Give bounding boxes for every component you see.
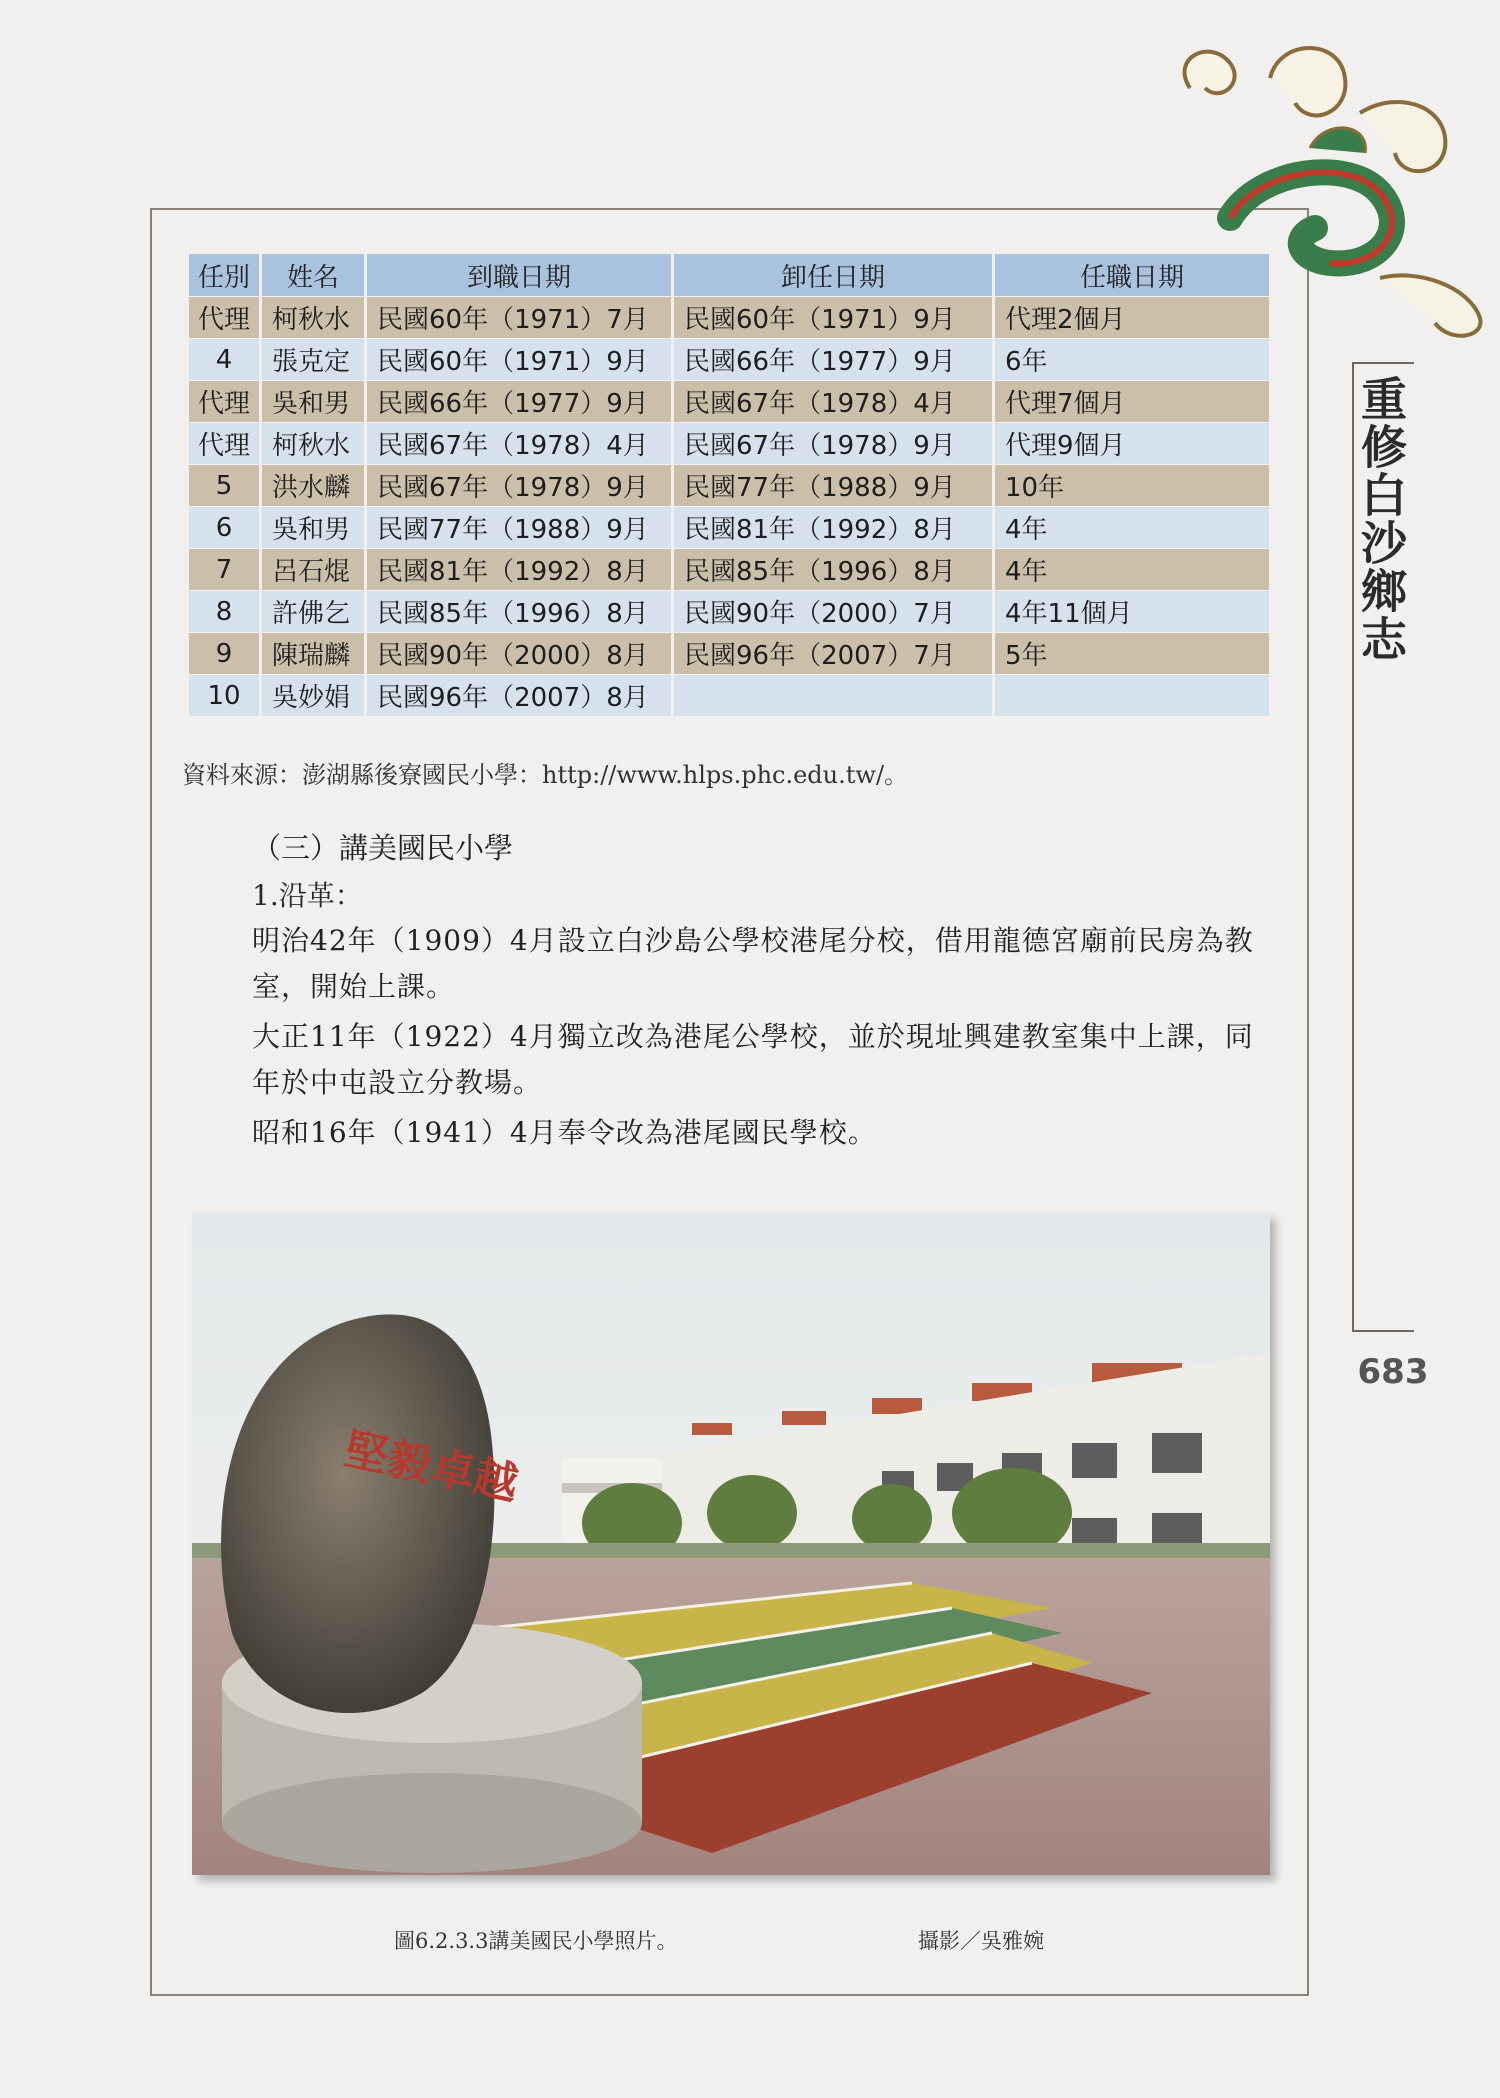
source-note: 資料來源：澎湖縣後寮國民小學：http://www.hlps.phc.edu.tw/。	[182, 761, 909, 789]
principal-table	[186, 253, 1272, 717]
table-cell: 民國77年（1988）9月	[674, 465, 992, 506]
table-cell: 7	[189, 549, 259, 590]
table-cell: 民國60年（1971）9月	[367, 339, 671, 380]
table-row	[189, 381, 1269, 422]
table-cell: 9	[189, 633, 259, 674]
page-number: 683	[1357, 1352, 1429, 1392]
photo-caption: 圖6.2.3.3講美國民小學照片。	[394, 1929, 678, 1953]
table-cell: 民國90年（2000）8月	[367, 633, 671, 674]
paragraph: 昭和16年（1941）4月奉令改為港尾國民學校。	[252, 1116, 877, 1149]
table-cell: 民國81年（1992）8月	[674, 507, 992, 548]
table-cell: 柯秋水	[262, 297, 364, 338]
table-cell	[995, 675, 1269, 716]
table-cell: 民國81年（1992）8月	[367, 549, 671, 590]
stone-inscription: 堅毅卓越	[339, 1423, 523, 1511]
table-cell: 許佛乞	[262, 591, 364, 632]
table-cell: 4年	[995, 507, 1269, 548]
table-cell: 民國60年（1971）9月	[674, 297, 992, 338]
table-row	[189, 633, 1269, 674]
table-cell: 民國85年（1996）8月	[367, 591, 671, 632]
table-cell: 5	[189, 465, 259, 506]
table-cell: 民國66年（1977）9月	[367, 381, 671, 422]
table-cell: 4年	[995, 549, 1269, 590]
table-cell: 10年	[995, 465, 1269, 506]
table-cell: 民國96年（2007）7月	[674, 633, 992, 674]
section-heading: （三）講美國民小學	[252, 831, 514, 865]
table-cell: 8	[189, 591, 259, 632]
table-cell: 代理	[189, 423, 259, 464]
table-row	[189, 297, 1269, 338]
table-cell: 代理	[189, 297, 259, 338]
table-cell: 民國67年（1978）9月	[367, 465, 671, 506]
paragraph: 大正11年（1922）4月獨立改為港尾公學校，並於現址興建教室集中上課，同年於中屯設立分教場。	[252, 1020, 1254, 1099]
table-cell: 民國96年（2007）8月	[367, 675, 671, 716]
table-cell: 民國66年（1977）9月	[674, 339, 992, 380]
table-cell: 5年	[995, 633, 1269, 674]
table-row	[189, 675, 1269, 716]
photo-credit: 攝影／吳雅婉	[918, 1929, 1044, 1953]
paragraph: 明治42年（1909）4月設立白沙島公學校港尾分校，借用龍德宮廟前民房為教室，開始上課。	[252, 924, 1254, 1003]
table-cell: 吳妙娟	[262, 675, 364, 716]
table-cell: 6年	[995, 339, 1269, 380]
column-header: 任別	[189, 254, 259, 296]
school-photo	[192, 1213, 1270, 1875]
table-cell: 民國77年（1988）9月	[367, 507, 671, 548]
table-header-row	[189, 254, 1269, 296]
table-cell: 4	[189, 339, 259, 380]
table-cell: 代理9個月	[995, 423, 1269, 464]
sub-heading: 1.沿革：	[252, 879, 363, 912]
table-row	[189, 591, 1269, 632]
table-cell: 民國60年（1971）7月	[367, 297, 671, 338]
table-cell: 民國90年（2000）7月	[674, 591, 992, 632]
table-cell: 民國67年（1978）4月	[367, 423, 671, 464]
table-row	[189, 423, 1269, 464]
table-row	[189, 339, 1269, 380]
table-cell: 代理2個月	[995, 297, 1269, 338]
table-cell: 呂石焜	[262, 549, 364, 590]
table-row	[189, 549, 1269, 590]
side-title: 重修白沙鄉志	[1354, 375, 1408, 663]
table-cell: 代理	[189, 381, 259, 422]
table-cell: 4年11個月	[995, 591, 1269, 632]
table-row	[189, 507, 1269, 548]
column-header: 到職日期	[367, 254, 671, 296]
column-header: 卸任日期	[674, 254, 992, 296]
table-cell: 民國67年（1978）4月	[674, 381, 992, 422]
table-cell: 代理7個月	[995, 381, 1269, 422]
table-row	[189, 465, 1269, 506]
table-cell: 吳和男	[262, 507, 364, 548]
table-cell: 10	[189, 675, 259, 716]
table-cell: 陳瑞麟	[262, 633, 364, 674]
column-header: 姓名	[262, 254, 364, 296]
table-cell: 吳和男	[262, 381, 364, 422]
table-cell: 民國67年（1978）9月	[674, 423, 992, 464]
table-cell	[674, 675, 992, 716]
table-cell: 張克定	[262, 339, 364, 380]
column-header: 任職日期	[995, 254, 1269, 296]
table-cell: 民國85年（1996）8月	[674, 549, 992, 590]
table-cell: 柯秋水	[262, 423, 364, 464]
table-cell: 洪水麟	[262, 465, 364, 506]
table-cell: 6	[189, 507, 259, 548]
